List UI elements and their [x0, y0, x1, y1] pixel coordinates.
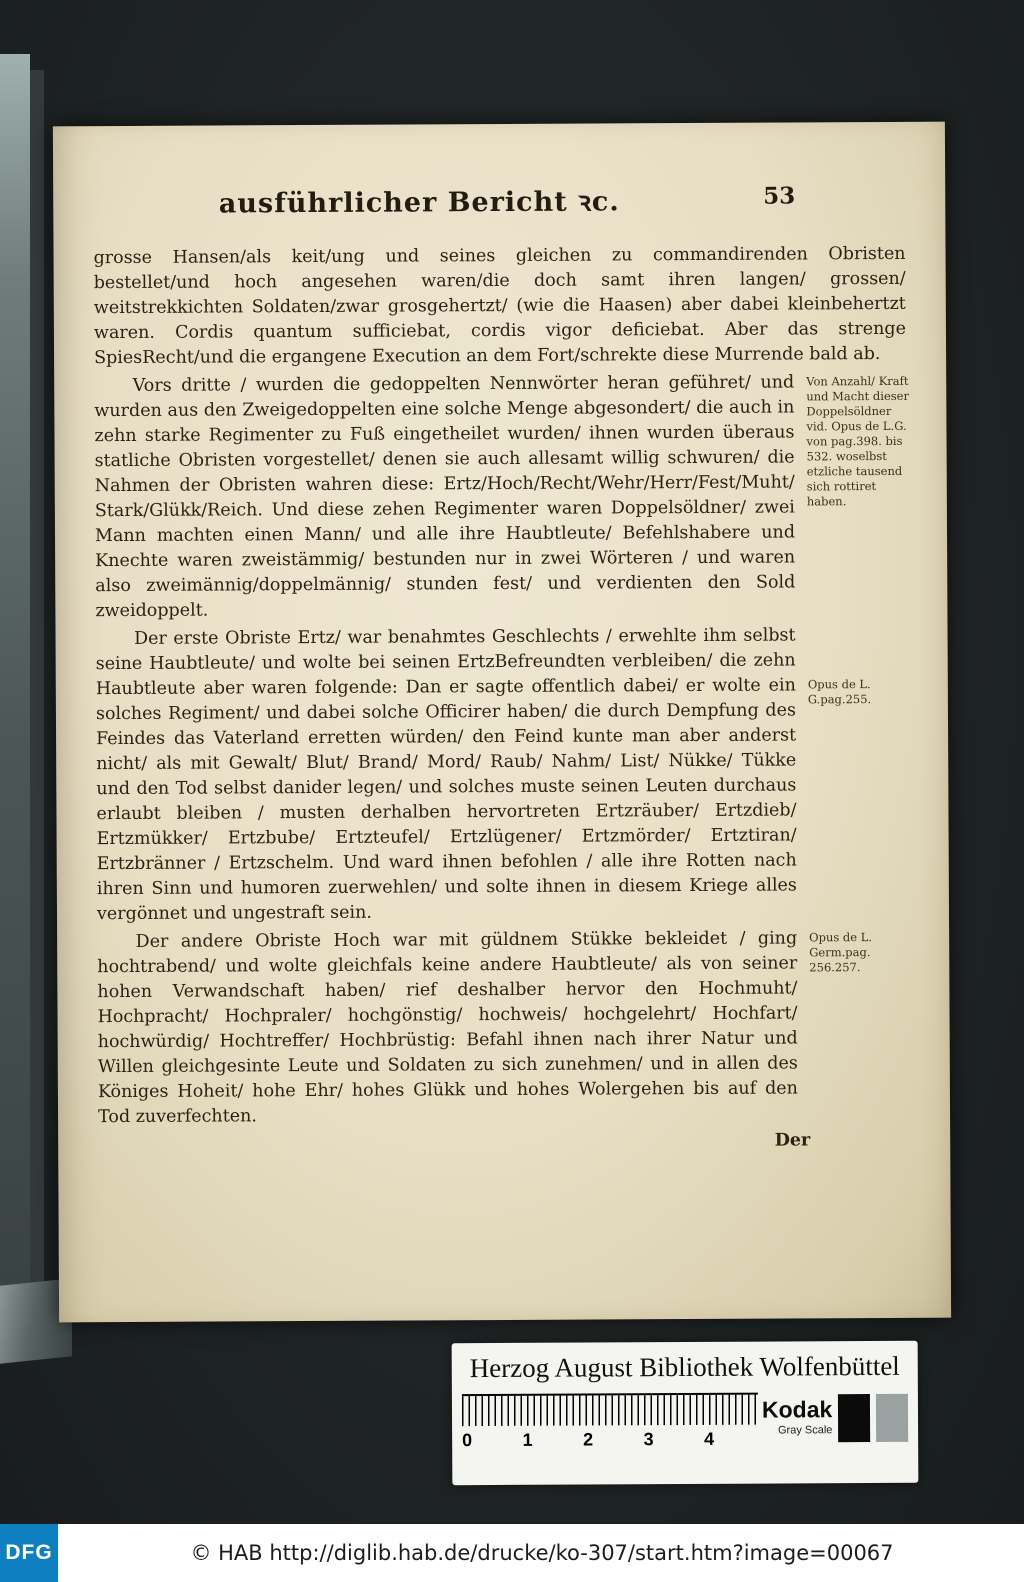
body-paragraph: Vors dritte / wurden die gedoppelten Nennwörter heran geführet/ und wurden aus den Zweigedoppelten eine solche Menge abgesondert/ die auch in zehn starke Regimenter zu Fuß eingetheilet wurden/ ihnen wurden überaus statliche Obristen vorgestellet/ denen sie auch allesamt willig schwuren/ die Nahmen der Obristen wahren diese: Ertz/Hoch/Recht/Wehr/Herr/Fest/Muht/ Stark/Glükk/Reich. Und diese zehen Regimenter waren Doppelsöldner/ zwei Mann machten einen Mann/ und alle ihre Haubtleute/ Befehlshabere und Knechte waren zweistämmig/ bestunden nur in zwei Wörteren / und waren also zweimännig/doppelmännig/ stunden fest/ und verdienten den Sold zweidoppelt.	[94, 372, 796, 622]
gray-scale-label: Gray Scale	[777, 1424, 833, 1437]
margin-note: Von Anzahl/ Kraft und Macht dieser Doppelsöldner vid. Opus de L.G. von pag.398. bis 532. woselbst etzliche tausend sich rottiret haben.	[806, 373, 909, 509]
institution-name: Herzog August Bibliothek Wolfenbüttel	[469, 1350, 900, 1384]
catchword: Der	[774, 1130, 811, 1151]
book-page	[53, 122, 951, 1323]
body-paragraph: Der andere Obriste Hoch war mit güldnem Stükke bekleidet / ging hochtrabend/ und wolte gleichfals keine andere Haubtleute/ als von seiner hohen Verwandschaft haben/ rief deshalber hervor den Hochmuht/ Hochpracht/ Hochpraler/ hochgönstig/ hochweis/ hochgelehrt/ Hochfart/ hochwürdig/ Hochtreffer/ Hochbrüstig: Befahl ihnen nach ihrer Natur und Willen gleichgesinte Leute und Soldaten zu sich zunehmen/ und in allen des Königes Hoheit/ hohe Ehr/ hohes Glükk und hohes Wolergehen bis auf den Tod zuverfechten.	[97, 928, 798, 1128]
body-paragraph: Der erste Obriste Ertz/ war benahmtes Geschlechts / erwehlte ihm selbst seine Haubtleute/ und wolte bei seinen ErtzBefreundten verbleiben/ die zehn Haubtleute aber waren folgende: Dan er sagte offentlich dabei/ er wolte ein solches Regiment/ und dabei solche Officirer haben/ die durch Dempfung des Feindes das Vaterland erretten würden/ den Feind kunte man aber anderst nicht/ als mit Gewalt/ Blut/ Brand/ Mord/ Raub/ Nahm/ List/ Nükke/ Tükke und den Tod selbst danider legen/ und solches muste seinen Leuten durchaus erlaubt bleiben / musten derhalben hervortreten Ertzräuber/ Ertzdieb/ Ertzmükker/ Ertzbube/ Ertzteufel/ Ertzlügener/ Ertzmörder/ Ertztiran/ Ertzbränner / Ertzschelm. Und ward ihnen befohlen / alle ihre Rotten nach ihren Sinn und humoren zuerwehlen/ und solte ihnen in diesem Kriege alles vergönnet und ungestraft sein.	[95, 625, 797, 925]
grayscale-swatch-black	[838, 1394, 870, 1442]
ruler-number: 2	[583, 1429, 594, 1450]
kodak-block	[762, 1396, 833, 1436]
footer-bar	[0, 1524, 1024, 1582]
ruler-numbers	[462, 1429, 714, 1451]
page-stack-edge	[30, 70, 44, 1300]
page-number: 53	[763, 182, 796, 210]
margin-note: Opus de L. G.pag.255.	[807, 677, 872, 707]
header-title: ausführlicher Bericht ꝛc.	[218, 186, 620, 220]
ruler-number: 4	[704, 1428, 715, 1449]
paragraph-block	[94, 242, 913, 371]
paragraph-block	[94, 370, 913, 624]
kodak-brand: Kodak	[761, 1396, 833, 1423]
gray-scale-row	[462, 1392, 908, 1451]
paragraph-block	[97, 926, 916, 1130]
page-text-area	[53, 122, 950, 1155]
kodak-ruler	[462, 1393, 758, 1452]
ruler-number: 0	[462, 1430, 473, 1451]
ruler-number: 1	[522, 1429, 533, 1450]
page-stack-edge	[0, 54, 30, 1310]
dfg-logo: DFG	[0, 1524, 58, 1582]
grayscale-swatch-gray	[876, 1394, 908, 1442]
paragraph-block	[95, 623, 915, 927]
body-paragraph: grosse Hansen/als keit/ung und seines gleichen zu commandirenden Obristen bestellet/und hoch angesehen waren/die doch samt ihren langen/ grossen/ weitstrekkichten Soldaten/zwar grosgehertzt/ (wie die Haasen) aber dabei kleinbehertzt waren. Cordis quantum sufficiebat, cordis vigor deficiebat. Aber das strenge SpiesRecht/und die ergangene Execution an dem Fort/schrekte diese Murrende bald ab.	[93, 243, 906, 369]
ruler-ticks	[462, 1393, 758, 1427]
running-header	[93, 180, 805, 224]
ruler-number: 3	[643, 1429, 654, 1450]
margin-note: Opus de L. Germ.pag. 256.257.	[809, 930, 873, 975]
library-label	[452, 1341, 919, 1485]
credit-line: © HAB http://diglib.hab.de/drucke/ko-307/start.htm?image=00067	[190, 1541, 894, 1565]
